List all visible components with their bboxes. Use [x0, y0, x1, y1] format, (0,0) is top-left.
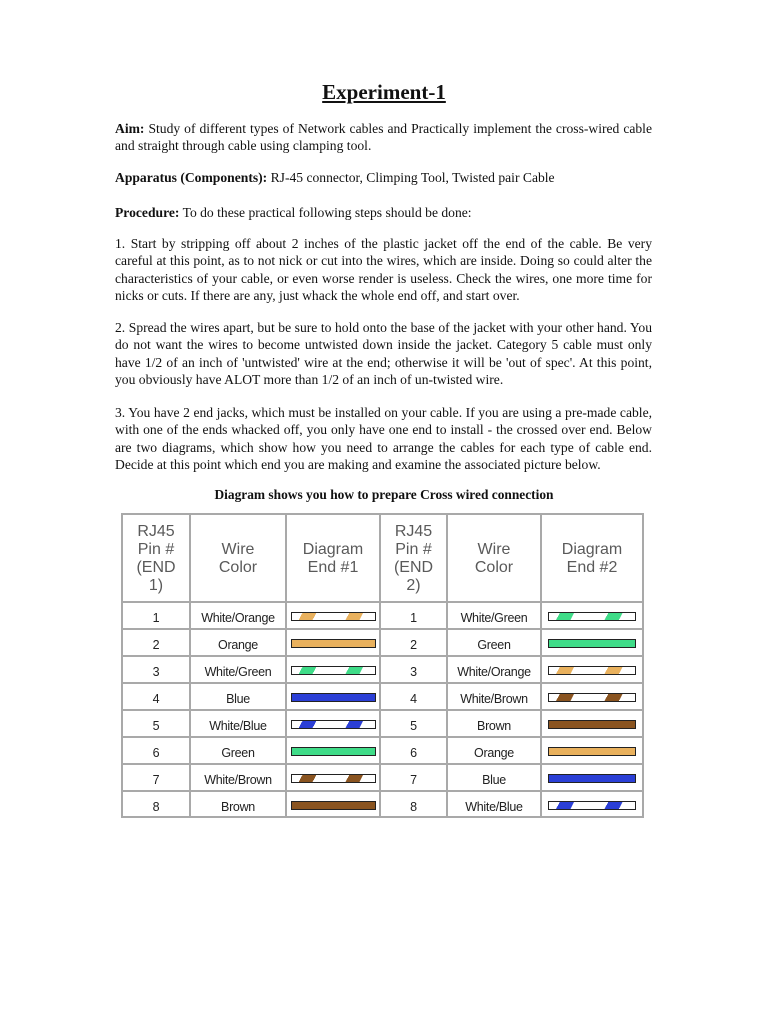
wire-diagram: [548, 612, 636, 621]
wire-diagram: [291, 639, 376, 648]
table-row-divider: [123, 628, 642, 630]
pin-end2-cell: 1: [410, 610, 417, 625]
wire-color-end1-cell: White/Brown: [204, 772, 272, 787]
table-row-divider: [123, 736, 642, 738]
wire-diagram: [548, 666, 636, 675]
aim-paragraph: [115, 120, 652, 155]
wire-diagram: [291, 747, 376, 756]
wire-diagram: [548, 747, 636, 756]
header-pin-end1: RJ45 Pin # (END 1): [136, 523, 176, 594]
diagram-caption: Diagram shows you how to prepare Cross wired connection: [214, 487, 554, 502]
wire-color-end2-cell: White/Blue: [465, 799, 523, 814]
wire-color-end1-cell: White/Blue: [209, 718, 267, 733]
table-column-divider: [540, 515, 542, 816]
wire-color-end1-cell: Orange: [218, 637, 258, 652]
table-row-divider: [123, 709, 642, 711]
aim-text: Study of different types of Network cables and Practically implement the cross-wired cable and straight through cable using clamping tool.: [115, 121, 652, 154]
wire-diagram: [291, 693, 376, 702]
aim-label: Aim:: [115, 121, 145, 136]
step-1-paragraph: 1. Start by stripping off about 2 inches of the plastic jacket off the end of the cable. Be very careful at this point, as to not nick or cut into the wires, which are inside. Doing so could alter the characteristics of your cable, or even worse render is useless. Check the wires, one more time for nicks or cuts. If there are any, just whack the whole end off, and start over.: [115, 236, 652, 304]
wire-diagram: [548, 639, 636, 648]
wire-diagram: [548, 693, 636, 702]
apparatus-text: RJ-45 connector, Climping Tool, Twisted pair Cable: [267, 170, 555, 185]
pin-end2-cell: 5: [410, 718, 417, 733]
pin-end1-cell: 1: [152, 610, 160, 625]
header-diagram-end1: Diagram End #1: [302, 541, 364, 576]
header-wire-color-end1: Wire Color: [218, 541, 258, 576]
pin-end1-cell: 3: [152, 664, 160, 679]
table-row-divider: [123, 790, 642, 792]
wire-color-end1-cell: Green: [221, 745, 255, 760]
wire-color-end1-cell: White/Green: [204, 664, 272, 679]
header-wire-color-end2: Wire Color: [474, 541, 514, 576]
table-row-divider: [123, 601, 642, 603]
wire-color-end1-cell: White/Orange: [201, 610, 275, 625]
wire-color-end2-cell: White/Green: [460, 610, 528, 625]
header-diagram-end2: Diagram End #2: [561, 541, 623, 576]
wire-color-end2-cell: White/Brown: [460, 691, 528, 706]
step-3-paragraph: 3. You have 2 end jacks, which must be installed on your cable. If you are using a pre-made cable, with one of the ends whacked off, you only have one end to install - the crossed over end. Below are two diagrams, which show how you need to arrange the cables for each type of cable end. Decide at this point which end you are making and examine the associated picture below.: [115, 405, 652, 473]
wire-diagram: [548, 720, 636, 729]
header-pin-end2: RJ45 Pin # (END 2): [393, 523, 434, 594]
wire-diagram: [291, 612, 376, 621]
wire-diagram: [291, 666, 376, 675]
wire-color-end2-cell: Green: [477, 637, 511, 652]
table-row-divider: [123, 655, 642, 657]
wire-color-end2-cell: Blue: [482, 772, 506, 787]
apparatus-paragraph: [115, 169, 652, 186]
table-column-divider: [285, 515, 287, 816]
wire-color-end2-cell: Brown: [477, 718, 511, 733]
pin-end2-cell: 2: [410, 637, 417, 652]
wire-diagram: [548, 774, 636, 783]
wire-color-end2-cell: White/Orange: [457, 664, 531, 679]
procedure-text: To do these practical following steps should be done:: [179, 205, 472, 220]
pin-end2-cell: 4: [410, 691, 417, 706]
pin-end1-cell: 8: [152, 799, 160, 814]
wire-color-end1-cell: Blue: [226, 691, 250, 706]
procedure-paragraph: [115, 204, 652, 221]
wire-diagram: [548, 801, 636, 810]
wire-diagram: [291, 774, 376, 783]
apparatus-label: Apparatus (Components):: [115, 170, 268, 185]
pin-end1-cell: 7: [152, 772, 160, 787]
pin-end2-cell: 8: [410, 799, 417, 814]
step-2-paragraph: 2. Spread the wires apart, but be sure to hold onto the base of the jacket with your other hand. You do not want the wires to become untwisted down inside the jacket. Category 5 cable must only have 1/2 of an inch of 'untwisted' wire at the end; otherwise it will be 'out of spec'. At this point, you obviously have ALOT more than 1/2 of an inch of un-twisted wire.: [115, 320, 652, 388]
procedure-label: Procedure:: [115, 205, 180, 220]
wire-color-end1-cell: Brown: [221, 799, 255, 814]
page-title: Experiment-1: [322, 80, 446, 104]
wire-color-end2-cell: Orange: [474, 745, 514, 760]
wire-diagram: [291, 801, 376, 810]
wire-diagram: [291, 720, 376, 729]
table-row-divider: [123, 682, 642, 684]
cross-wiring-table: [121, 513, 644, 818]
pin-end2-cell: 3: [410, 664, 417, 679]
pin-end2-cell: 7: [410, 772, 417, 787]
pin-end1-cell: 6: [152, 745, 160, 760]
pin-end1-cell: 2: [152, 637, 160, 652]
pin-end1-cell: 5: [152, 718, 160, 733]
pin-end1-cell: 4: [152, 691, 160, 706]
pin-end2-cell: 6: [410, 745, 417, 760]
table-row-divider: [123, 763, 642, 765]
